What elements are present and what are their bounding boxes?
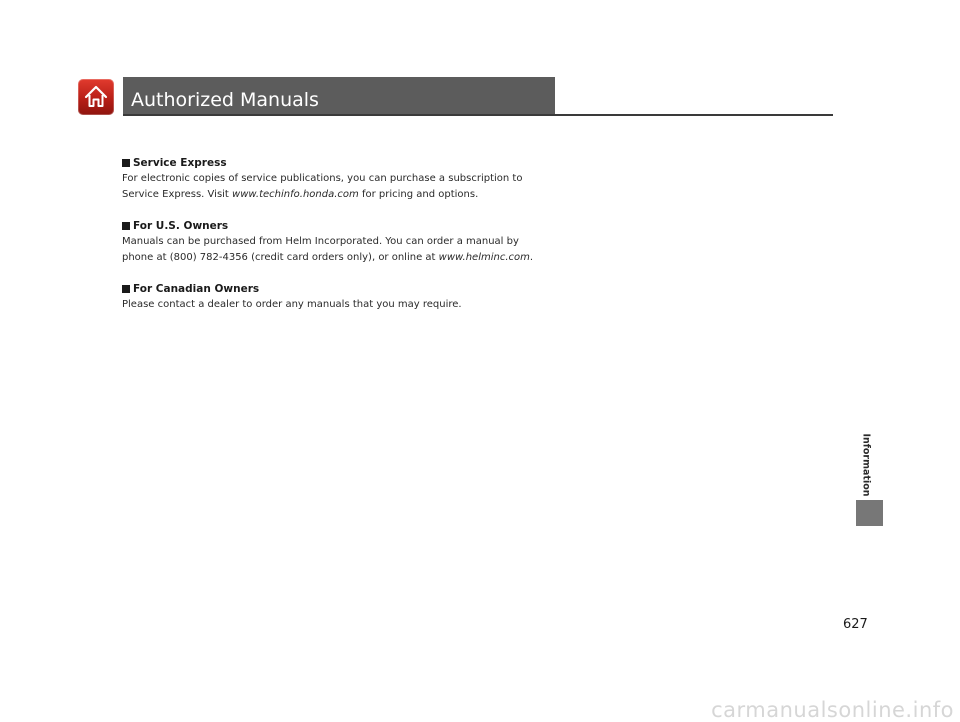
body-line [122,250,642,266]
content [122,155,642,329]
text: . [529,251,534,263]
text: Manuals can be purchased from Helm Incorporated. You can order a manual by [122,236,519,247]
section-heading [122,155,642,171]
bullet-square-icon [122,285,130,293]
bullet-square-icon [122,159,130,167]
bullet-square-icon [122,222,130,230]
side-tab-information[interactable] [856,430,876,500]
section-heading-text: For U.S. Owners [133,220,229,232]
home-icon [83,84,109,110]
body-line [122,234,642,250]
watermark: carmanualsonline.info [711,698,954,722]
text: Please contact a dealer to order any manuals that you may require. [122,299,462,310]
text: For electronic copies of service publications, you can purchase a subscription to [122,173,523,184]
section-heading [122,218,642,234]
page-title: Authorized Manuals [131,89,319,111]
body-line [122,297,642,313]
section-service-express [122,155,642,202]
helminc-link[interactable]: www.helminc.com [438,251,530,263]
text: Service Express. Visit [122,188,233,200]
body-line [122,171,642,187]
section-canadian-owners [122,281,642,313]
side-tab-marker [856,500,883,526]
title-bar [123,77,555,115]
text: phone at (800) 782-4356 (credit card orders only), or online at [122,251,439,263]
page-number: 627 [843,617,868,632]
text: for pricing and options. [358,188,479,200]
body-line [122,187,642,203]
section-heading-text: Service Express [133,157,227,169]
side-tab-label: Information [860,433,872,497]
title-divider [123,114,833,116]
techinfo-link[interactable]: www.techinfo.honda.com [232,188,359,200]
home-button[interactable] [78,79,114,115]
section-heading [122,281,642,297]
section-us-owners [122,218,642,265]
section-heading-text: For Canadian Owners [133,283,260,295]
